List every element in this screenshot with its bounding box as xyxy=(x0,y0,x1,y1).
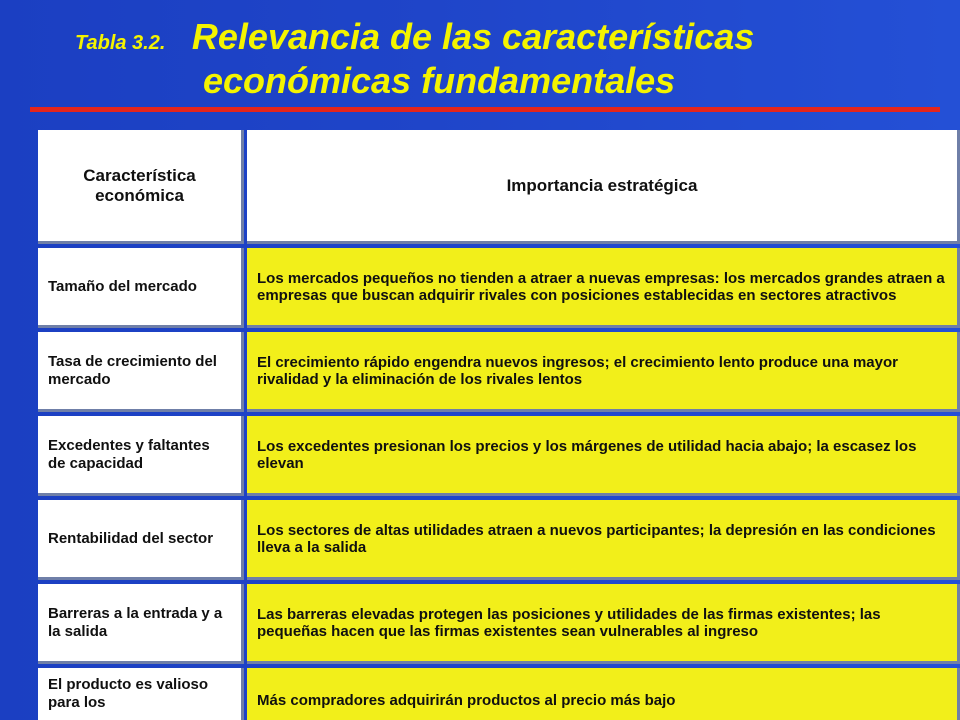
importance-capacity: Los excedentes presionan los precios y los márgenes de utilidad hacia abajo; la escasez los elevan xyxy=(247,416,960,496)
characteristic-barriers: Barreras a la entrada y a la salida xyxy=(38,584,244,664)
economic-characteristics-table xyxy=(38,130,960,720)
characteristic-product-value: El producto es valioso para los xyxy=(38,668,244,720)
characteristic-market-size: Tamaño del mercado xyxy=(38,248,244,328)
importance-market-size: Los mercados pequeños no tienden a atraer a nuevas empresas: los mercados grandes atraen a empresas que buscan adquirir rivales con posiciones establecidas en sectores atractivos xyxy=(247,248,960,328)
importance-product-value: Más compradores adquirirán productos al precio más bajo xyxy=(247,668,960,720)
title-text-line2: económicas fundamentales xyxy=(203,60,676,101)
importance-barriers: Las barreras elevadas protegen las posiciones y utilidades de las firmas existentes; las pequeñas hacen que las firmas existentes sean vulnerables al ingreso xyxy=(247,584,960,664)
slide-title xyxy=(0,12,960,112)
header-characteristic: Característica económica xyxy=(38,130,244,244)
importance-profitability: Los sectores de altas utilidades atraen a nuevos participantes; la depresión en las condiciones lleva a la salida xyxy=(247,500,960,580)
title-first-line xyxy=(75,16,754,58)
table-number: Tabla 3.2. xyxy=(75,32,166,54)
title-text-line1: Relevancia de las características xyxy=(191,16,755,57)
header-importance: Importancia estratégica xyxy=(247,130,960,244)
characteristic-capacity: Excedentes y faltantes de capacidad xyxy=(38,416,244,496)
importance-market-growth: El crecimiento rápido engendra nuevos ingresos; el crecimiento lento produce una mayor rivalidad y la eliminación de los rivales lentos xyxy=(247,332,960,412)
title-underline xyxy=(30,107,940,112)
characteristic-market-growth: Tasa de crecimiento del mercado xyxy=(38,332,244,412)
characteristic-profitability: Rentabilidad del sector xyxy=(38,500,244,580)
